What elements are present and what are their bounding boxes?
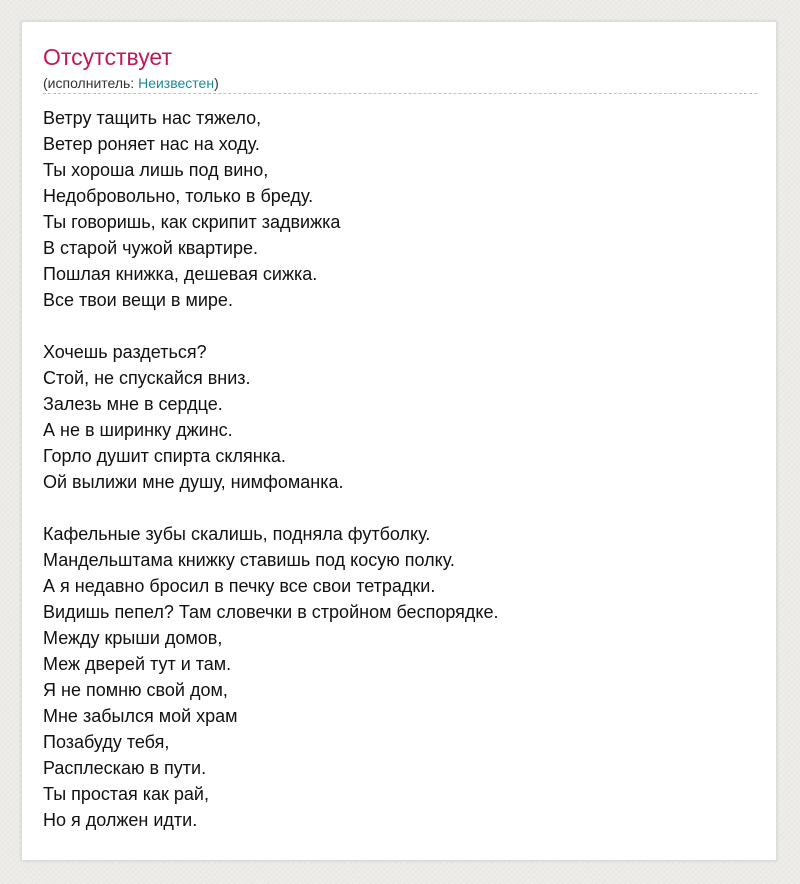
lyrics-body [43, 105, 757, 859]
header-divider [43, 93, 757, 94]
lyric-line: Недобровольно, только в бреду. [43, 186, 314, 206]
lyric-line: Расплескаю в пути. [43, 758, 207, 778]
lyric-line: Ты простая как рай, [43, 784, 209, 804]
lyric-line: Мне забылся мой храм [43, 706, 238, 726]
artist-prefix: (исполнитель: [43, 75, 139, 91]
lyric-line: Но я должен идти. [43, 810, 198, 830]
lyric-line: Ветру тащить нас тяжело, [43, 108, 262, 128]
lyrics-stanza [43, 339, 757, 495]
lyric-line: Кафельные зубы скалишь, подняла футболку. [43, 524, 431, 544]
lyric-line: Ой вылижи мне душу, нимфоманка. [43, 472, 344, 492]
lyric-line: А я недавно бросил в печку все свои тетрадки. [43, 576, 436, 596]
lyric-line: Все твои вещи в мире. [43, 290, 233, 310]
lyric-line: Горло душит спирта склянка. [43, 446, 286, 466]
lyric-line: Я не помню свой дом, [43, 680, 228, 700]
artist-link[interactable]: Неизвестен [138, 75, 215, 91]
lyric-line: Пошлая книжка, дешевая сижка. [43, 264, 318, 284]
lyric-line: Видишь пепел? Там словечки в стройном беспорядке. [43, 602, 499, 622]
artist-suffix: ) [214, 75, 219, 91]
song-title: Отсутствует [43, 44, 172, 70]
lyric-line: Позабуду тебя, [43, 732, 170, 752]
lyric-line: В старой чужой квартире. [43, 238, 259, 258]
lyric-line: Мандельштама книжку ставишь под косую полку. [43, 550, 455, 570]
lyric-line: Залезь мне в сердце. [43, 394, 223, 414]
lyric-line: Стой, не спускайся вниз. [43, 368, 251, 388]
lyric-line: А не в ширинку джинс. [43, 420, 233, 440]
artist-line [43, 74, 219, 92]
lyrics-card [21, 21, 777, 861]
lyric-line: Ветер роняет нас на ходу. [43, 134, 260, 154]
lyrics-stanza [43, 105, 757, 313]
lyric-line: Хочешь раздеться? [43, 342, 207, 362]
lyrics-stanza [43, 521, 757, 833]
lyric-line: Меж дверей тут и там. [43, 654, 232, 674]
lyric-line: Ты говоришь, как скрипит задвижка [43, 212, 341, 232]
lyric-line: Между крыши домов, [43, 628, 223, 648]
lyric-line: Ты хороша лишь под вино, [43, 160, 269, 180]
